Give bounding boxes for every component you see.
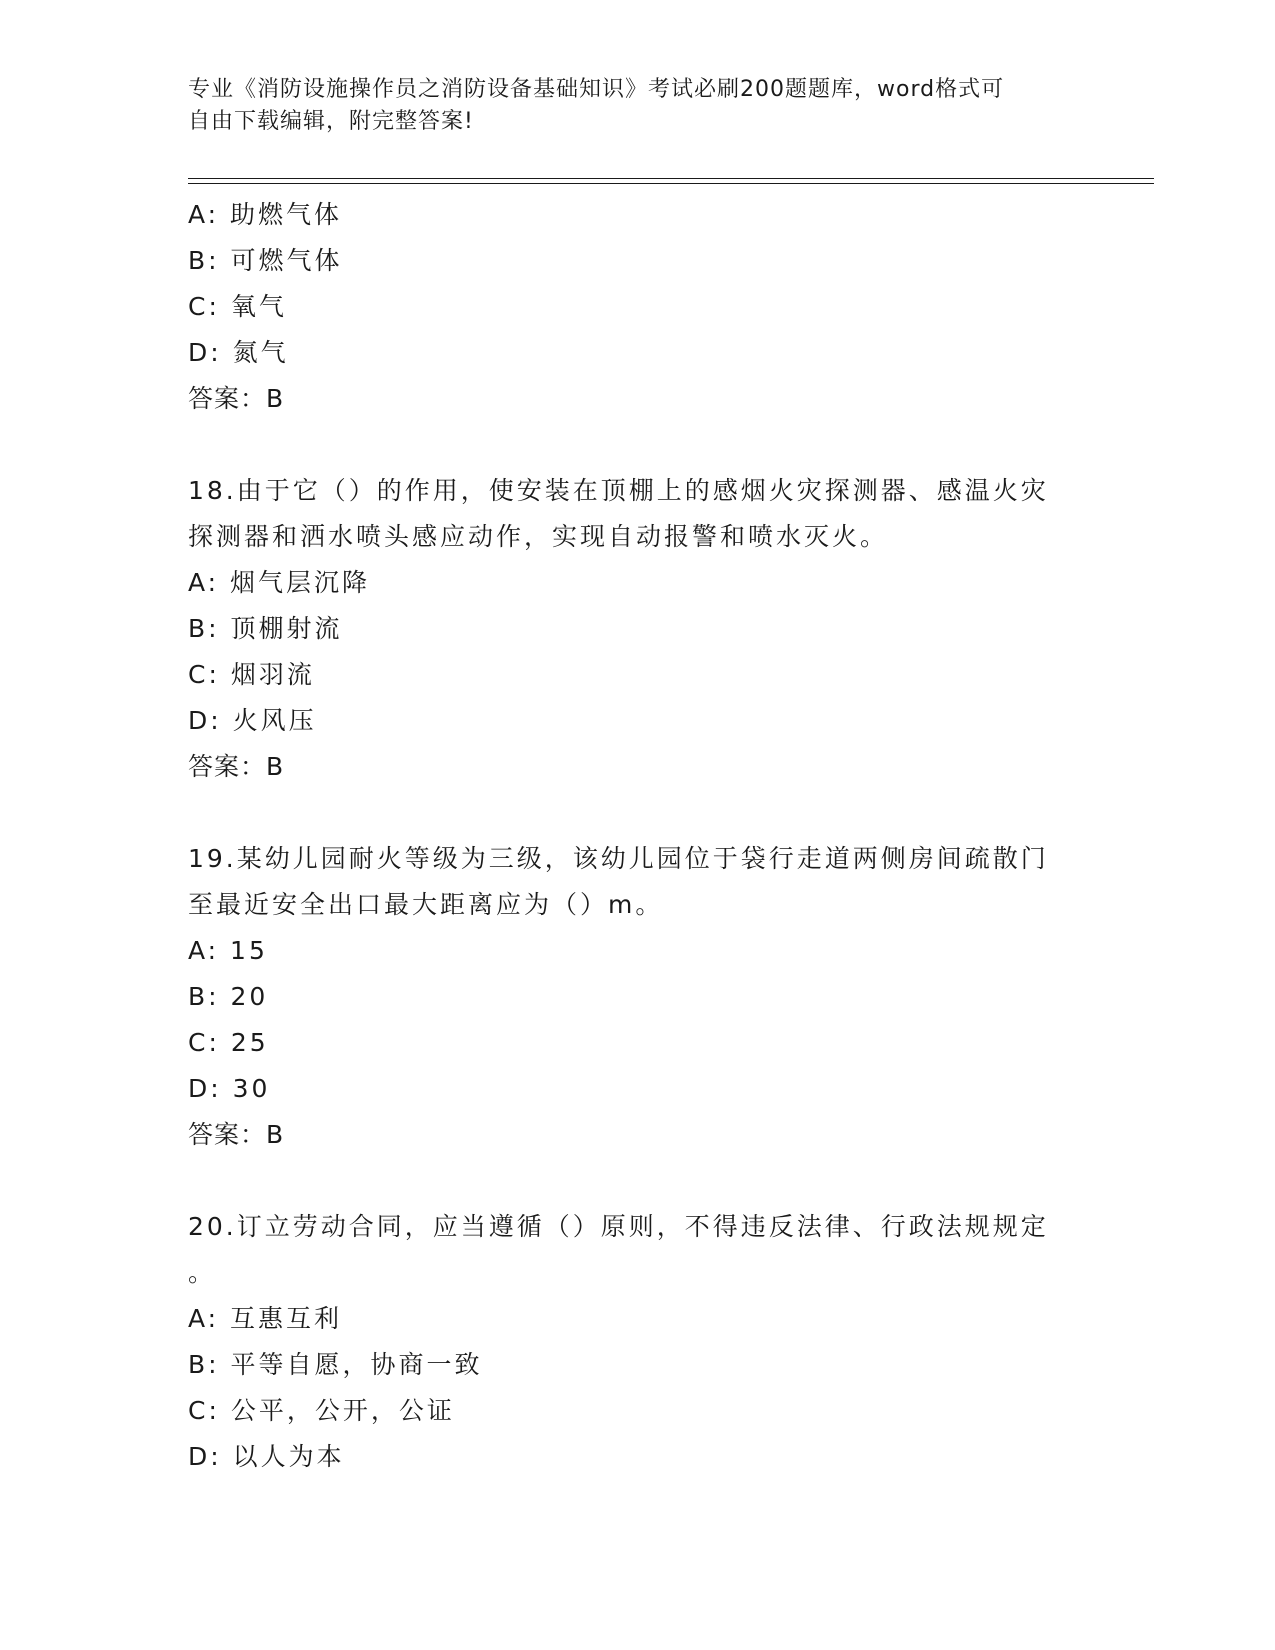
option-a: A: 烟气层沉降 <box>188 568 371 597</box>
header-title-line-2: 自由下载编辑，附完整答案! <box>188 109 474 134</box>
option-d: D: 火风压 <box>188 706 317 735</box>
header-divider-bottom <box>188 183 1154 184</box>
option-c: C: 25 <box>188 1028 269 1057</box>
question-stem-line-2: 。 <box>188 1258 217 1287</box>
option-b: B: 顶棚射流 <box>188 614 343 643</box>
question-19 <box>188 836 1088 1158</box>
option-d: D: 氮气 <box>188 338 289 367</box>
question-stem-line-1: 18.由于它（）的作用，使安装在顶棚上的感烟火灾探测器、感温火灾 <box>188 476 1049 505</box>
spacer <box>188 790 1088 836</box>
option-b: B: 可燃气体 <box>188 246 343 275</box>
option-d: D: 以人为本 <box>188 1442 345 1471</box>
question-stem-line-2: 探测器和洒水喷头感应动作，实现自动报警和喷水灭火。 <box>188 522 889 551</box>
question-stem-line-1: 20.订立劳动合同，应当遵循（）原则，不得违反法律、行政法规规定 <box>188 1212 1049 1241</box>
document-header <box>188 74 1068 138</box>
option-c: C: 烟羽流 <box>188 660 315 689</box>
question-18 <box>188 468 1088 790</box>
spacer <box>188 422 1088 468</box>
question-list <box>188 192 1088 1480</box>
question-stem-line-2: 至最近安全出口最大距离应为（）m。 <box>188 890 664 919</box>
answer-line: 答案：B <box>188 752 285 781</box>
answer-line: 答案：B <box>188 1120 285 1149</box>
option-c: C: 公平，公开，公证 <box>188 1396 455 1425</box>
option-a: A: 互惠互利 <box>188 1304 343 1333</box>
header-title-line-1: 专业《消防设施操作员之消防设备基础知识》考试必刷200题题库，word格式可 <box>188 77 1005 102</box>
spacer <box>188 1158 1088 1204</box>
question-20 <box>188 1204 1088 1480</box>
option-d: D: 30 <box>188 1074 271 1103</box>
answer-line: 答案：B <box>188 384 285 413</box>
header-divider-top <box>188 178 1154 179</box>
option-b: B: 平等自愿，协商一致 <box>188 1350 483 1379</box>
option-c: C: 氧气 <box>188 292 287 321</box>
option-a: A: 助燃气体 <box>188 200 343 229</box>
question-stem-line-1: 19.某幼儿园耐火等级为三级，该幼儿园位于袋行走道两侧房间疏散门 <box>188 844 1049 873</box>
option-a: A: 15 <box>188 936 268 965</box>
question-17-continued <box>188 192 1088 422</box>
option-b: B: 20 <box>188 982 269 1011</box>
